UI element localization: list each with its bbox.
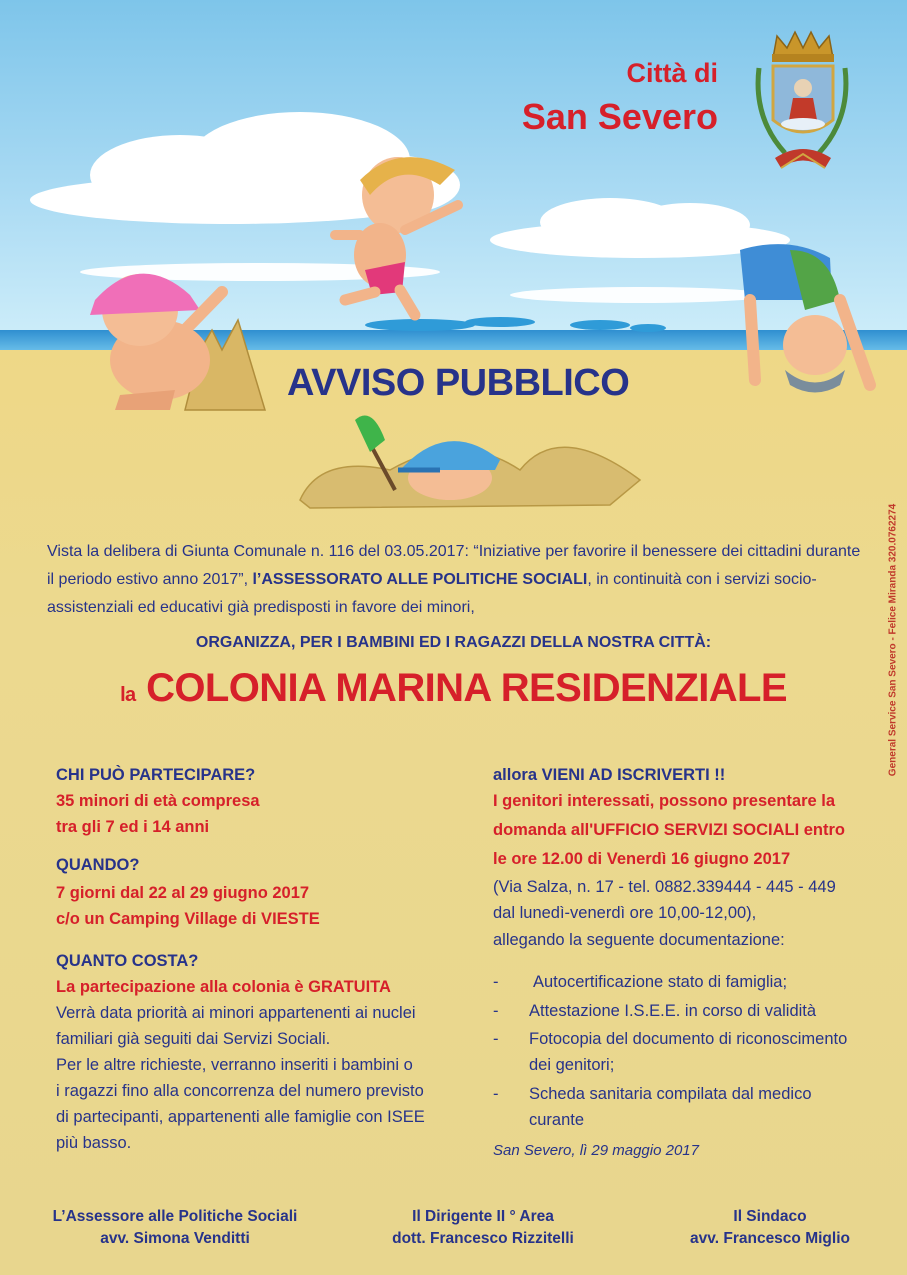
answer-cost-line: di partecipanti, appartenenti alle famiglie con ISEE bbox=[56, 1108, 425, 1126]
answer-who-line1: 35 minori di età compresa bbox=[56, 792, 260, 810]
contact-line: (Via Salza, n. 17 - tel. 0882.339444 - 445 - 449 bbox=[493, 878, 836, 896]
contact-line: allegando la seguente documentazione: bbox=[493, 931, 785, 949]
answer-cost-highlight: La partecipazione alla colonia è GRATUITA bbox=[56, 978, 391, 996]
signature-role: Il Dirigente II ° Area bbox=[412, 1208, 554, 1225]
question-when: QUANDO? bbox=[56, 856, 140, 874]
bullet-dash: - bbox=[493, 1002, 499, 1020]
signature-assessore bbox=[40, 1206, 310, 1250]
enroll-highlight-line: le ore 12.00 di Venerdì 16 giugno 2017 bbox=[493, 850, 791, 868]
signature-role: L’Assessore alle Politiche Sociali bbox=[52, 1208, 298, 1225]
contact-line: dal lunedì-venerdì ore 10,00-12,00), bbox=[493, 904, 757, 922]
answer-cost-line: Verrà data priorità ai minori appartenenti ai nuclei bbox=[56, 1004, 416, 1022]
city-label-line1: Città di bbox=[626, 58, 718, 88]
answer-when-line1: 7 giorni dal 22 al 29 giugno 2017 bbox=[56, 884, 310, 902]
crown-icon bbox=[772, 32, 834, 62]
signature-dirigente bbox=[358, 1206, 608, 1250]
document-item: Autocertificazione stato di famiglia; bbox=[533, 973, 788, 991]
date-line: San Severo, lì 29 maggio 2017 bbox=[493, 1142, 699, 1159]
answer-cost-line: Per le altre richieste, verranno inseriti i bambini o bbox=[56, 1056, 413, 1074]
document-item: Scheda sanitaria compilata dal medico curante bbox=[529, 1085, 812, 1129]
intro-paragraph bbox=[47, 538, 867, 622]
colonia-name: COLONIA MARINA RESIDENZIALE bbox=[146, 666, 787, 710]
question-cost: QUANTO COSTA? bbox=[56, 952, 199, 970]
bullet-dash: - bbox=[493, 1085, 499, 1103]
question-who: CHI PUÒ PARTECIPARE? bbox=[56, 766, 256, 784]
organizza-line: ORGANIZZA, PER I BAMBINI ED I RAGAZZI DELLA NOSTRA CITTÀ: bbox=[195, 634, 712, 651]
answer-cost-line: familiari già seguiti dai Servizi Sociali. bbox=[56, 1030, 331, 1048]
enroll-heading: allora VIENI AD ISCRIVERTI !! bbox=[493, 766, 726, 784]
bullet-dash: - bbox=[493, 1030, 499, 1048]
document-item: Attestazione I.S.E.E. in corso di validità bbox=[529, 1002, 817, 1020]
document-item: Fotocopia del documento di riconoscimento dei genitori; bbox=[529, 1030, 848, 1074]
intro-text-part2: , in continuità con i servizi socio-assistenziali ed educativi già predisposti in favore dei minori, bbox=[47, 571, 817, 616]
colonia-prefix: la bbox=[120, 684, 136, 706]
water-splash bbox=[365, 317, 666, 332]
signature-name: avv. Simona Venditti bbox=[100, 1230, 250, 1247]
buried-child-illustration bbox=[300, 416, 640, 509]
answer-cost-line: più basso. bbox=[56, 1134, 132, 1152]
enroll-highlight-line: I genitori interessati, possono presentare la bbox=[493, 792, 836, 810]
enroll-highlight-line: domanda all'UFFICIO SERVIZI SOCIALI entro bbox=[493, 821, 845, 839]
side-credit: General Service San Severo - Felice Miranda 320.0762274 bbox=[887, 503, 899, 777]
page-title: AVVISO PUBBLICO bbox=[287, 362, 630, 404]
colonia-heading bbox=[0, 666, 907, 711]
coat-of-arms-emblem bbox=[745, 28, 860, 183]
intro-text-part1: Vista la delibera di Giunta Comunale n. 116 del 03.05.2017: “Iniziative per favorire il benessere dei cittadini durante il periodo estivo anno 2017”, bbox=[47, 543, 861, 588]
intro-assessorato: l’ASSESSORATO ALLE POLITICHE SOCIALI bbox=[252, 571, 588, 588]
city-label-line2: San Severo bbox=[521, 96, 718, 137]
answer-when-line2: c/o un Camping Village di VIESTE bbox=[56, 910, 320, 928]
answer-cost-line: i ragazzi fino alla concorrenza del numero previsto bbox=[56, 1082, 424, 1100]
answer-who-line2: tra gli 7 ed i 14 anni bbox=[56, 818, 210, 836]
bending-child-illustration bbox=[740, 244, 870, 392]
bullet-dash: - bbox=[493, 973, 499, 991]
signature-sindaco bbox=[660, 1206, 880, 1250]
signature-name: dott. Francesco Rizzitelli bbox=[392, 1230, 574, 1247]
signature-role: Il Sindaco bbox=[733, 1208, 807, 1225]
signature-name: avv. Francesco Miglio bbox=[690, 1230, 850, 1247]
documents-list bbox=[493, 969, 863, 1129]
